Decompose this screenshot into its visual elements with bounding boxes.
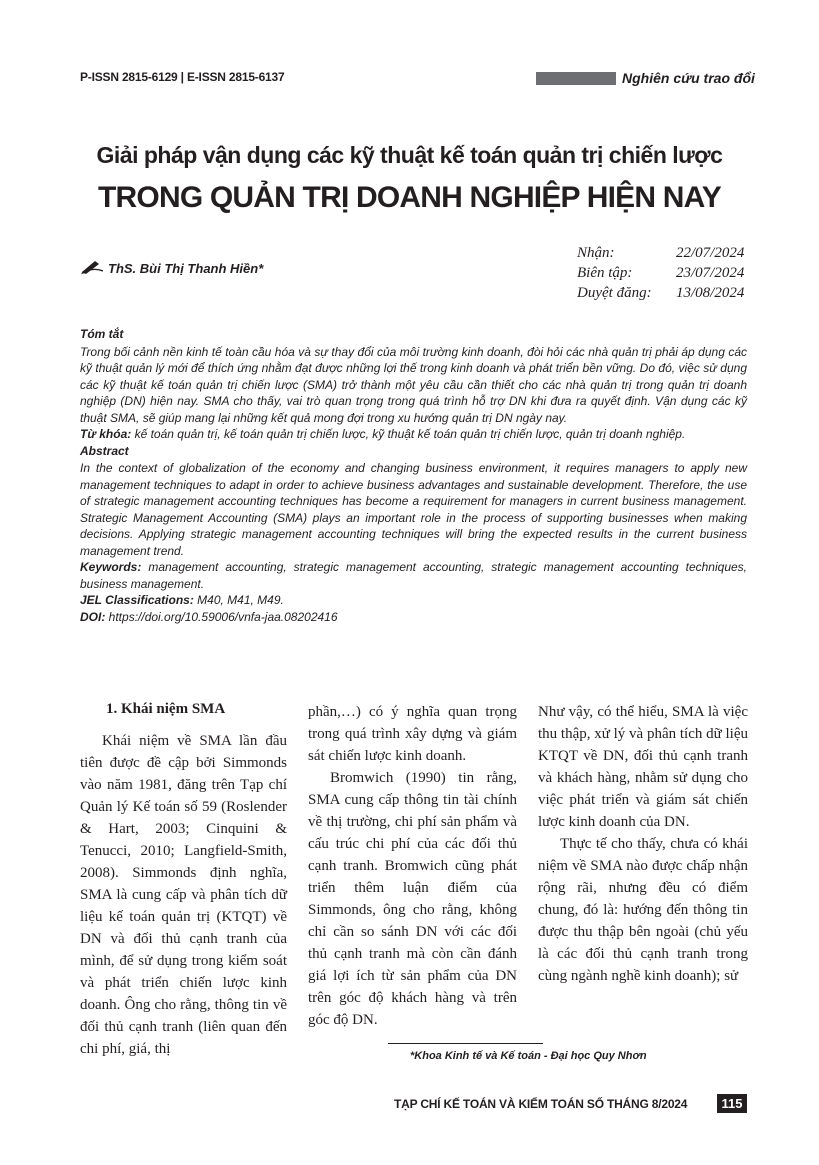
abstract-en-heading: Abstract — [80, 443, 129, 458]
issn-header: P-ISSN 2815-6129 | E-ISSN 2815-6137 — [80, 70, 285, 84]
body-column-3 — [538, 701, 748, 987]
keywords-en-text: management accounting, strategic management accounting, strategic management accounting techniques, business management. — [80, 560, 747, 591]
pen-icon — [80, 259, 104, 278]
doi-label: DOI: — [80, 609, 106, 624]
header-bar — [536, 72, 616, 85]
doi-line — [80, 609, 747, 626]
date-label: Biên tập: — [577, 265, 633, 281]
abstract-en-text: In the context of globalization of the economy and changing business environment, it requires managers to apply new management techniques to adapt in order to achieve business advantages and sustainable development. Therefore, the use of strategic management accounting techniques has become a requirement for managers in current business management. Strategic Management Accounting (SMA) plays an important role in the process of supporting businesses when making decisions. Applying strategic management accounting techniques will bring the expected results in the current business management trend. — [80, 461, 747, 558]
section-heading: 1. Khái niệm SMA — [106, 701, 226, 717]
body-paragraph: phần,…) có ý nghĩa quan trọng trong quá trình xây dựng và giám sát chiến lược kinh doanh. — [308, 704, 517, 764]
date-value: 22/07/2024 — [676, 245, 745, 261]
article-title-line2: TRONG QUẢN TRỊ DOANH NGHIỆP HIỆN NAY — [98, 181, 721, 214]
author-line — [80, 259, 263, 278]
footnote-divider — [388, 1043, 543, 1044]
jel-classifications — [80, 592, 747, 609]
keywords-vi-text: kế toán quản trị, kế toán quản trị chiến lược, kỹ thuật kế toán quản trị chiến lược, quản trị doanh nghiệp. — [131, 427, 686, 441]
abstract-vi-heading: Tóm tắt — [80, 327, 124, 341]
jel-text: M40, M41, M49. — [193, 593, 284, 607]
author-name: ThS. Bùi Thị Thanh Hiền* — [108, 261, 264, 276]
jel-label: JEL Classifications: — [80, 593, 194, 607]
date-edited — [577, 265, 744, 285]
body-column-1 — [80, 701, 287, 1060]
date-label: Nhận: — [577, 245, 615, 261]
keywords-vi — [80, 426, 747, 443]
keywords-vi-label: Từ khóa: — [80, 427, 132, 441]
abstract-vi-text: Trong bối cảnh nền kinh tế toàn cầu hóa và sự thay đổi của môi trường kinh doanh, đòi hỏi các nhà quản trị phải áp dụng các kỹ thuật quản lý mới để thích ứng nhằm đạt được những lợi thế trong kinh doanh và phát triển bền vững. Do đó, việc sử dụng các kỹ thuật kế toán quản trị chiến lược (SMA) trở thành một yêu cầu cần thiết cho các nhà quản trị trong quản trị doanh nghiệp (DN) hiện nay. SMA cho thấy, vai trò quan trọng trong quá trình hỗ trợ DN khi đưa ra quyết định. Vận dụng các kỹ thuật SMA, sẽ giúp mang lại những kết quả mong đợi trong xu hướng quản trị DN ngày nay. — [80, 344, 747, 425]
body-paragraph: Bromwich (1990) tin rằng, SMA cung cấp thông tin tài chính về thị trường, chi phí sản phẩm và cấu trúc chi phí của các đối thủ cạnh tranh. Bromwich cũng phát triển thêm luận điểm của Simmonds, ông cho rằng, không chỉ cần so sánh DN với các đối thủ cạnh tranh mà còn cần đánh giá lợi ích từ sản phẩm của DN trên góc độ khách hàng và trên góc độ DN. — [308, 770, 517, 1028]
body-paragraph: Khái niệm về SMA lần đầu tiên được đề cập bởi Simmonds vào năm 1981, đăng trên Tạp chí Quản lý Kế toán số 59 (Roslender & Hart, 2003; Cinquini & Tenucci, 2010; Langfield-Smith, 2008). Simmonds định nghĩa, SMA là cung cấp và phân tích dữ liệu kế toán quản trị (KTQT) về DN và đối thủ cạnh tranh của mình, để sử dụng trong kiểm soát và phát triển chiến lược kinh doanh. Ông cho rằng, thông tin về đối thủ cạnh tranh (liên quan đến chi phí, giá, thị — [80, 733, 287, 1057]
submission-dates — [577, 245, 744, 305]
keywords-en — [80, 559, 747, 592]
date-accepted — [577, 285, 744, 305]
doi-link[interactable]: https://doi.org/10.59006/vnfa-jaa.08202416 — [105, 609, 338, 624]
section-label: Nghiên cứu trao đổi — [622, 70, 755, 86]
date-label: Duyệt đăng: — [577, 285, 652, 301]
body-column-2 — [308, 701, 517, 1031]
footnote: *Khoa Kinh tế và Kế toán - Đại học Quy Nhơn — [410, 1050, 647, 1062]
article-title-line1: Giải pháp vận dụng các kỹ thuật kế toán quản trị chiến lược — [96, 142, 723, 168]
page-number: 115 — [717, 1094, 747, 1113]
journal-footer: TẠP CHÍ KẾ TOÁN VÀ KIỂM TOÁN SỐ THÁNG 8/2024 — [394, 1097, 688, 1111]
abstract-block — [80, 326, 747, 625]
date-value: 13/08/2024 — [676, 285, 745, 301]
date-received — [577, 245, 744, 265]
body-paragraph: Thực tế cho thấy, chưa có khái niệm về SMA nào được chấp nhận rộng rãi, nhưng đều có điểm chung, đó là: hướng đến thông tin được thu thập bên ngoài (chủ yếu là các đối thủ cạnh tranh trong cùng ngành nghề kinh doanh); sử — [538, 836, 748, 984]
date-value: 23/07/2024 — [676, 265, 745, 281]
keywords-en-label: Keywords: — [80, 560, 142, 574]
body-paragraph: Như vậy, có thể hiểu, SMA là việc thu thập, xử lý và phân tích dữ liệu KTQT về DN, đối thủ cạnh tranh và khách hàng, nhằm sử dụng cho việc phát triển và giám sát chiến lược kinh doanh của DN. — [538, 704, 748, 830]
